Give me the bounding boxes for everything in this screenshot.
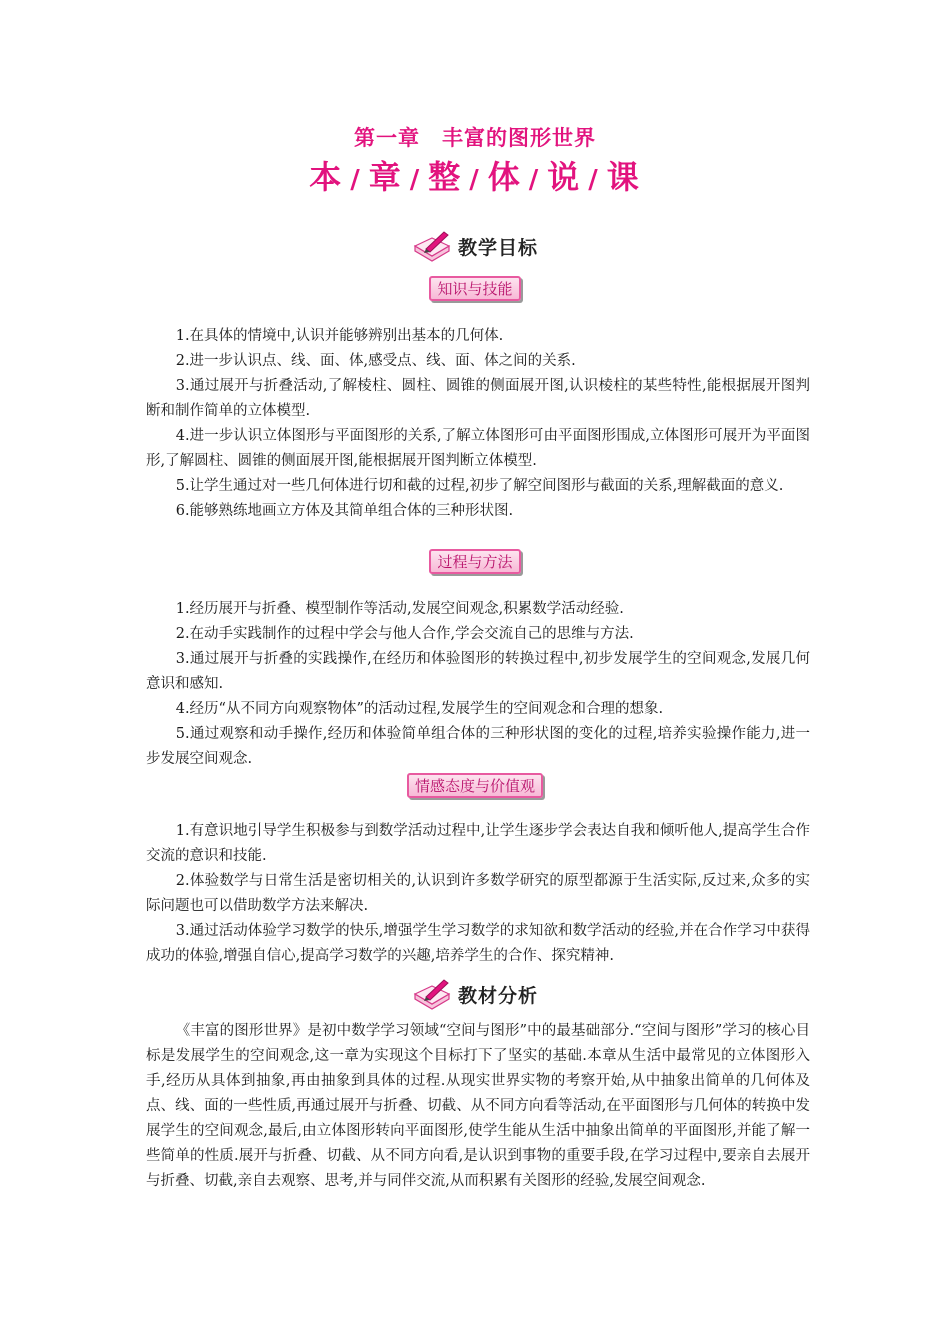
- list-item: 4.经历“从不同方向观察物体”的活动过程,发展学生的空间观念和合理的想象.: [175, 701, 664, 717]
- title-separator: /: [350, 165, 362, 195]
- title-char: 说: [547, 158, 582, 196]
- title-char: 体: [487, 158, 522, 196]
- chapter-heading: [0, 122, 950, 152]
- list-item: 2.体验数学与日常生活是密切相关的,认识到许多数学研究的原型都源于生活实际,反过来,众多的实际问题也可以借助数学方法来解决.: [146, 873, 810, 914]
- list-item: 3.通过活动体验学习数学的快乐,增强学生学习数学的求知欲和数学活动的经验,并在合作学习中获得成功的体验,增强自信心,提高学习数学的兴趣,培养学生的合作、探究精神.: [146, 923, 810, 964]
- section-heading-teaching-goals: [0, 228, 950, 264]
- list-item: 6.能够熟练地画立方体及其简单组合体的三种形状图.: [175, 503, 514, 519]
- title-char: 整: [428, 158, 463, 196]
- list-item: 2.进一步认识点、线、面、体,感受点、线、面、体之间的关系.: [175, 353, 576, 369]
- list-item: 3.通过展开与折叠的实践操作,在经历和体验图形的转换过程中,初步发展学生的空间观念,发展几何意识和感知.: [146, 651, 810, 692]
- chapter-name: 丰富的图形世界: [442, 126, 596, 150]
- title-separator: /: [588, 165, 600, 195]
- pen-on-notebook-icon: [412, 230, 452, 262]
- title-separator: /: [409, 165, 422, 195]
- title-char: 课: [606, 158, 641, 196]
- list-item: 2.在动手实践制作的过程中学会与他人合作,学会交流自己的思维与方法.: [175, 626, 634, 642]
- attitudes-values-list: [146, 819, 810, 969]
- process-methods-list: [146, 597, 810, 772]
- pen-on-notebook-icon: [412, 978, 452, 1010]
- textbook-analysis-text: [146, 1019, 810, 1194]
- section-heading-textbook-analysis: [0, 976, 950, 1012]
- sub-heading-knowledge-skills: [0, 276, 950, 301]
- sub-heading-attitudes-values: [0, 773, 950, 798]
- sub-heading-label: 知识与技能: [429, 276, 520, 301]
- paragraph: 《丰富的图形世界》是初中数学学习领域“空间与图形”中的最基础部分.“空间与图形”学习的核心目标是发展学生的空间观念,这一章为实现这个目标打下了坚实的基础.本章从生活中最常见的立体图形入手,经历从具体到抽象,再由抽象到具体的过程.从现实世界实物的考察开始,从中抽象出简单的几何体及点、线、面的一些性质,再通过展开与折叠、切截、从不同方向看等活动,在平面图形与几何体的转换中发展学生的空间观念,最后,由立体图形转向平面图形,使学生能从生活中抽象出简单的平面图形,并能了解一些简单的性质.展开与折叠、切截、从不同方向看,是认识到事物的重要手段,在学习过程中,要亲自去展开与折叠、切截,亲自去观察、思考,并与同伴交流,从而积累有关图形的经验,发展空间观念.: [146, 1023, 810, 1189]
- list-item: 4.进一步认识立体图形与平面图形的关系,了解立体图形可由平面图形围成,立体图形可展开为平面图形,了解圆柱、圆锥的侧面展开图,能根据展开图判断立体模型.: [146, 428, 810, 469]
- title-char: 本: [309, 158, 344, 196]
- list-item: 5.通过观察和动手操作,经历和体验简单组合体的三种形状图的变化的过程,培养实验操作能力,进一步发展空间观念.: [146, 726, 810, 767]
- section-title: 教材分析: [457, 984, 538, 1007]
- title-separator: /: [469, 165, 481, 195]
- sub-heading-label: 过程与方法: [429, 549, 520, 574]
- title-separator: /: [528, 165, 541, 195]
- section-title: 教学目标: [457, 236, 538, 259]
- list-item: 1.经历展开与折叠、模型制作等活动,发展空间观念,积累数学活动经验.: [175, 601, 624, 617]
- list-item: 5.让学生通过对一些几何体进行切和截的过程,初步了解空间图形与截面的关系,理解截面的意义.: [175, 478, 784, 494]
- list-item: 3.通过展开与折叠活动,了解棱柱、圆柱、圆锥的侧面展开图,认识棱柱的某些特性,能根据展开图判断和制作简单的立体模型.: [146, 378, 810, 419]
- list-item: 1.在具体的情境中,认识并能够辨别出基本的几何体.: [175, 328, 504, 344]
- title-char: 章: [368, 158, 403, 196]
- knowledge-skills-list: [146, 324, 810, 524]
- page-title: [0, 152, 950, 198]
- sub-heading-label: 情感态度与价值观: [407, 773, 543, 798]
- chapter-number: 第一章: [354, 126, 420, 150]
- sub-heading-process-methods: [0, 549, 950, 574]
- list-item: 1.有意识地引导学生积极参与到数学活动过程中,让学生逐步学会表达自我和倾听他人,提高学生合作交流的意识和技能.: [146, 823, 810, 864]
